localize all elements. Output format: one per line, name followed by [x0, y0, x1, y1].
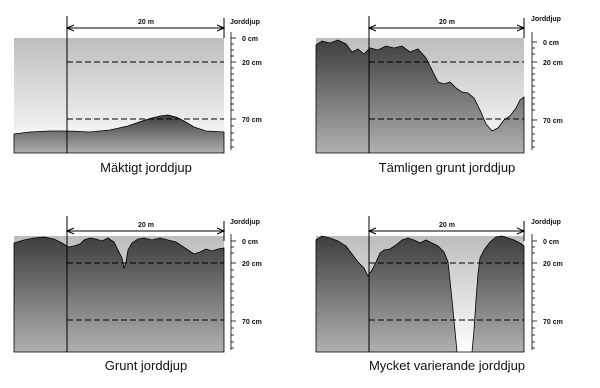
depth-label-0cm: 0 cm	[242, 36, 258, 43]
depth-label-20cm: 20 cm	[543, 60, 563, 67]
depth-scale	[532, 32, 537, 150]
depth-label-20cm: 20 cm	[543, 261, 563, 268]
depth-label-20cm: 20 cm	[242, 261, 262, 268]
depth-label-70cm: 70 cm	[543, 118, 563, 125]
depth-label-70cm: 70 cm	[242, 117, 262, 124]
depth-scale	[532, 234, 537, 350]
width-label: 20 m	[439, 19, 455, 26]
panel-fairly-shallow-soil	[316, 16, 563, 175]
depth-scale-title: Jorddjup	[230, 219, 260, 226]
depth-scale	[231, 32, 236, 150]
width-label: 20 m	[138, 19, 154, 26]
panel-thick-soil	[14, 16, 262, 175]
depth-scale-title: Jorddjup	[531, 16, 561, 23]
panel-caption: Mäktigt jorddjup	[100, 160, 192, 175]
width-label: 20 m	[439, 222, 455, 229]
panel-caption: Tämligen grunt jorddjup	[378, 160, 516, 175]
depth-scale-title: Jorddjup	[230, 19, 260, 26]
depth-label-0cm: 0 cm	[543, 40, 559, 47]
panel-highly-varying-soil	[316, 216, 563, 373]
depth-label-0cm: 0 cm	[242, 239, 258, 246]
bedrock	[14, 237, 224, 352]
panel-shallow-soil	[14, 216, 262, 373]
panel-caption: Grunt jorddjup	[104, 358, 188, 373]
depth-scale-title: Jorddjup	[531, 219, 561, 226]
depth-scale	[231, 234, 236, 350]
width-label: 20 m	[138, 222, 154, 229]
depth-label-0cm: 0 cm	[543, 239, 559, 246]
depth-label-70cm: 70 cm	[543, 319, 563, 326]
bedrock	[316, 236, 524, 352]
depth-label-20cm: 20 cm	[242, 60, 262, 67]
depth-label-70cm: 70 cm	[242, 319, 262, 326]
panel-caption: Mycket varierande jorddjup	[368, 358, 526, 373]
